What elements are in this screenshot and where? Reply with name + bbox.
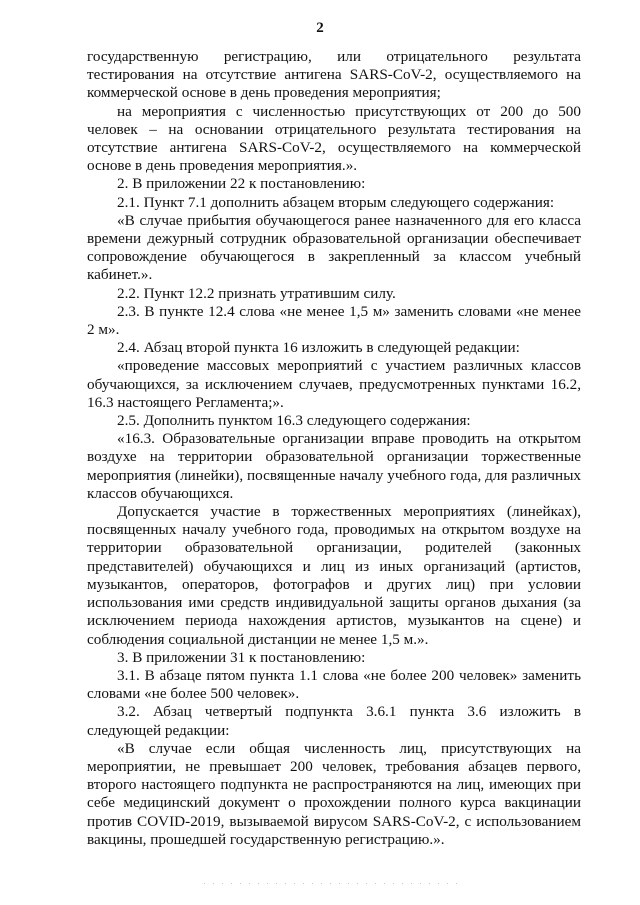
paragraph-quote: «В случае если общая численность лиц, присутствующих на мероприятии, не превышает 200 человек, требования абзацев первого, второго настоящего подпункта не распространяются на лиц, имеющих при себе медицинский документ о прохождении полного курса вакцинации против COVID-2019, вызываемой вирусом SARS-CoV-2, с использованием вакцины, прошедшей государственную регистрацию.». — [87, 739, 581, 848]
paragraph: на мероприятия с численностью присутствующих от 200 до 500 человек – на основании отрицательного результата тестирования на отсутствие антигена SARS-CoV-2, осуществляемого на коммерческой основе в день проведения мероприятия.». — [87, 102, 581, 175]
paragraph-item-2-2: 2.2. Пункт 12.2 признать утратившим силу. — [117, 284, 396, 302]
paragraph-item-2-3: 2.3. В пункте 12.4 слова «не менее 1,5 м» заменить словами «не менее 2 м». — [87, 302, 581, 339]
section-heading-appendix-31: 3. В приложении 31 к постановлению: — [117, 648, 366, 666]
paragraph-continuation: государственную регистрацию, или отрицательного результата тестирования на отсутствие антигена SARS-CoV-2, осуществляемого на коммерческой основе в день проведения мероприятия; — [87, 48, 581, 102]
paragraph: Допускается участие в торжественных мероприятиях (линейках), посвященных началу учебного года, проводимых на открытом воздухе на территории образовательной организации, родителей (законных представителей) обучающихся и лиц из иных организаций (артистов, музыкантов, операторов, фотографов и других лиц) при условии использования ими средств индивидуальной защиты органов дыхания (за исключением периода нахождения артистов, музыкантов на сцене) и соблюдения социальной дистанции не менее 1,5 м.». — [87, 503, 581, 648]
paragraph-item-2-4: 2.4. Абзац второй пункта 16 изложить в следующей редакции: — [117, 339, 520, 357]
paragraph-quote: «16.3. Образовательные организации вправе проводить на открытом воздухе на территории образовательной организации торжественные мероприятия (линейки), посвященные началу учебного года, для различных классов обучающихся. — [87, 430, 581, 502]
page-number: 2 — [316, 20, 324, 36]
paragraph-item-2-5: 2.5. Дополнить пунктом 16.3 следующего содержания: — [117, 412, 471, 430]
section-heading-appendix-22: 2. В приложении 22 к постановлению: — [117, 175, 366, 193]
paragraph-item-3-1: 3.1. В абзаце пятом пункта 1.1 слова «не более 200 человек» заменить словами «не более 500 человек». — [87, 666, 581, 703]
scan-artifact — [200, 882, 460, 885]
paragraph-quote: «В случае прибытия обучающегося ранее назначенного для его класса времени дежурный сотрудник образовательной организации обеспечивает сопровождение обучающегося в закрепленный за классом учебный кабинет.». — [87, 211, 581, 284]
paragraph-item-3-2: 3.2. Абзац четвертый подпункта 3.6.1 пункта 3.6 изложить в следующей редакции: — [87, 703, 581, 739]
paragraph-item-2-1: 2.1. Пункт 7.1 дополнить абзацем вторым следующего содержания: — [117, 193, 555, 211]
paragraph-quote: «проведение массовых мероприятий с участием различных классов обучающихся, за исключением случаев, предусмотренных пунктами 16.2, 16.3 настоящего Регламента;». — [87, 357, 581, 411]
document-body — [87, 48, 581, 849]
